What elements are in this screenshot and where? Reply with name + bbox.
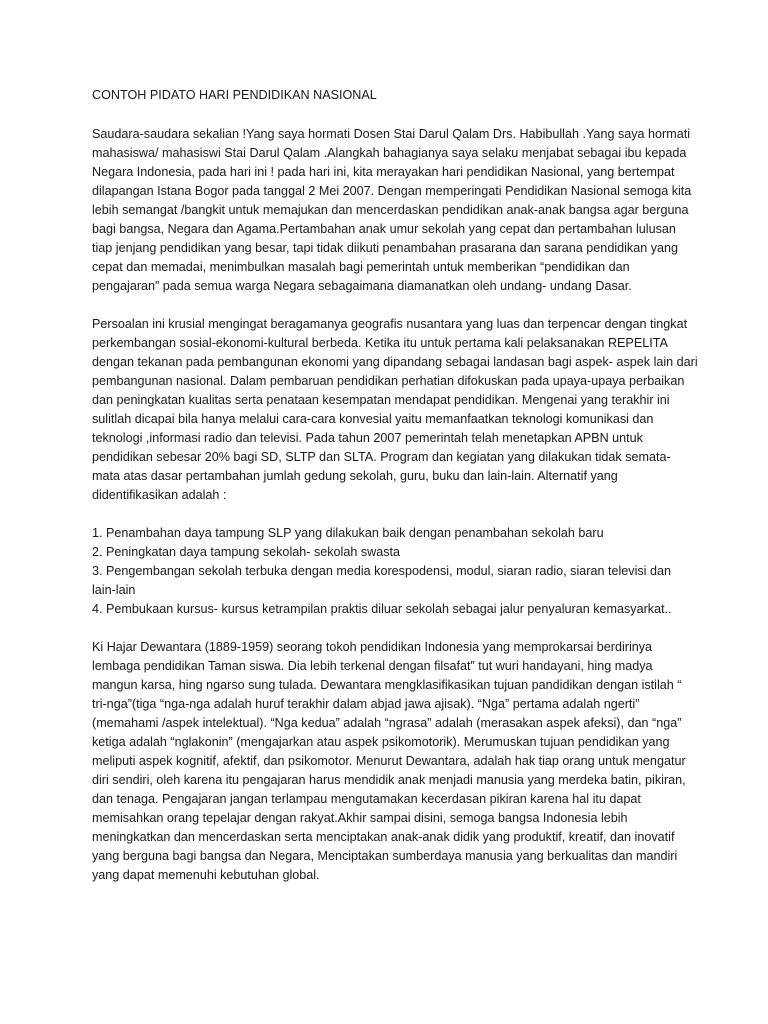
paragraph-opening: Saudara-saudara sekalian !Yang saya hormati Dosen Stai Darul Qalam Drs. Habibullah .Yang saya hormati mahasiswa/ mahasiswi Stai Darul Qalam .Alangkah bahagianya saya selaku menjabat sebagai ibu kepada Negara Indonesia, pada hari ini ! pada hari ini, kita merayakan hari pendidikan Nasional, yang bertempat dilapangan Istana Bogor pada tanggal 2 Mei 2007. Dengan memperingati Pendidikan Nasional semoga kita lebih semangat /bangkit untuk memajukan dan mencerdaskan pendidikan anak-anak bangsa agar berguna bagi bangsa, Negara dan Agama.Pertambahan anak umur sekolah yang cepat dan pertambahan lulusan tiap jenjang pendidikan yang besar, tapi tidak diikuti penambahan prasarana dan sarana pendidikan yang cepat dan memadai, menimbulkan masalah bagi pemerintah untuk memberikan “pendidikan dan pengajaran” pada semua warga Negara sebagaimana diamanatkan oleh undang- undang Dasar. xyxy=(92,127,692,293)
list-item: 3. Pengembangan sekolah terbuka dengan media korespodensi, modul, siaran radio, siaran televisi dan lain-lain xyxy=(92,564,671,597)
paragraph-issue: Persoalan ini krusial mengingat beragamanya geografis nusantara yang luas dan terpencar dengan tingkat perkembangan sosial-ekonomi-kultural berbeda. Ketika itu untuk pertama kali pelaksanakan REPELITA dengan tekanan pada pembangunan ekonomi yang dipandang sebagai landasan bagi aspek- aspek lain dari pembangunan nasional. Dalam pembaruan pendidikan perhatian difokuskan pada upaya-upaya perbaikan dan peningkatan kualitas serta penataan kesempatan mendapat pendidikan. Mengenai yang terakhir ini sulitlah dicapai bila hanya melalui cara-cara konvesial yaitu memanfaatkan teknologi komunikasi dan teknologi ,informasi radio dan televisi. Pada tahun 2007 pemerintah telah menetapkan APBN untuk pendidikan sebesar 20% bagi SD, SLTP dan SLTA. Program dan kegiatan yang dilakukan tidak semata-mata atas dasar pertambahan jumlah gedung sekolah, guru, buku dan lain-lain. Alternatif yang didentifikasikan adalah : xyxy=(92,317,698,502)
paragraph-closing: Ki Hajar Dewantara (1889-1959) seorang tokoh pendidikan Indonesia yang memprokarsai berdirinya lembaga pendidikan Taman siswa. Dia lebih terkenal dengan filsafat” tut wuri handayani, hing madya mangun karsa, hing ngarso sung tulada. Dewantara mengklasifikasikan tujuan pandidikan dengan istilah “ tri-nga”(tiga “nga-nga adalah huruf terakhir dalam abjad jawa ajisak). “Nga” pertama adalah ngerti” (memahami /aspek intelektual). “Nga kedua” adalah “ngrasa” adalah (merasakan aspek afeksi), dan “nga” ketiga adalah “nglakonin” (mengajarkan atau aspek psikomotorik). Merumuskan tujuan pendidikan yang meliputi aspek kognitif, afektif, dan psikomotor. Menurut Dewantara, adalah hak tiap orang untuk mengatur diri sendiri, oleh karena itu pengajaran harus mendidik anak menjadi manusia yang merdeka batin, pikiran, dan tenaga. Pengajaran jangan terlampau mengutamakan kecerdasan pikiran karena hal itu dapat memisahkan orang tepelajar dengan rakyat.Akhir sampai disini, semoga bangsa Indonesia lebih meningkatkan dan mencerdaskan serta menciptakan anak-anak didik yang produktif, kreatif, dan inovatif yang berguna bagi bangsa dan Negara, Menciptakan sumberdaya manusia yang berkualitas dan mandiri yang dapat memenuhi kebutuhan global. xyxy=(92,640,686,882)
list-item: 4. Pembukaan kursus- kursus ketrampilan praktis diluar sekolah sebagai jalur penyaluran kemasyarkat.. xyxy=(92,602,672,616)
list-item: 2. Peningkatan daya tampung sekolah- sekolah swasta xyxy=(92,545,401,559)
list-item: 1. Penambahan daya tampung SLP yang dilakukan baik dengan penambahan sekolah baru xyxy=(92,526,604,540)
document-title: CONTOH PIDATO HARI PENDIDIKAN NASIONAL xyxy=(92,88,377,102)
alternatives-list xyxy=(92,524,698,619)
